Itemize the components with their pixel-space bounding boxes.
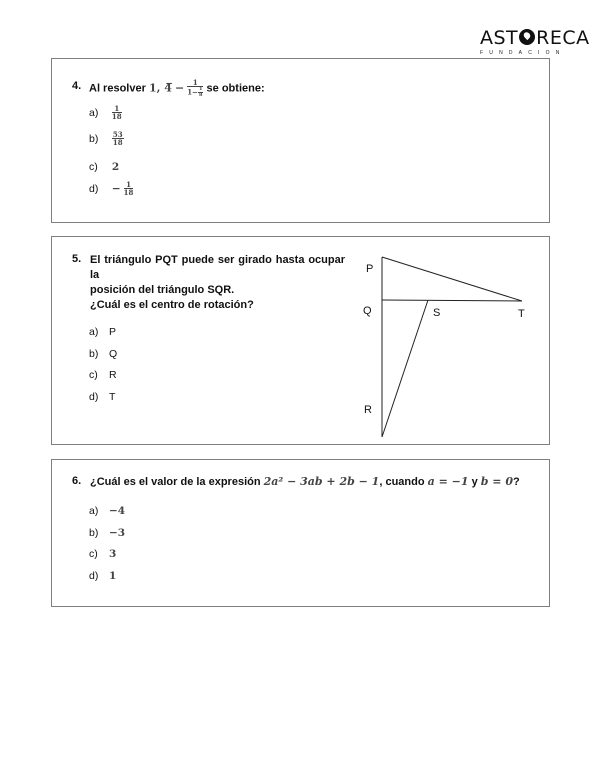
logo-heart-icon — [519, 29, 535, 45]
q4-option-a-num: 1 — [112, 105, 122, 113]
vertex-label-r: R — [364, 404, 372, 416]
q4-option-b-den: 18 — [112, 138, 123, 147]
vertex-label-p: P — [366, 263, 374, 275]
option-label: a) — [89, 106, 99, 119]
q6-option-c-value: 3 — [109, 548, 117, 560]
question-4-suffix: se obtiene: — [206, 82, 265, 95]
q5-option-b-value: Q — [109, 348, 118, 360]
q4-option-d[interactable] — [89, 181, 133, 197]
logo-subtitle: FUNDACION — [480, 50, 566, 56]
question-5-number: 5. — [72, 253, 82, 265]
q4-inner-fraction — [198, 87, 203, 98]
question-6-prefix: ¿Cuál es el valor de la expresión — [90, 476, 261, 488]
option-label: a) — [89, 505, 99, 517]
option-label: d) — [89, 182, 99, 195]
vertex-label-s: S — [433, 307, 441, 319]
astoreca-logo — [480, 27, 590, 57]
q5-option-d-value: T — [109, 391, 116, 403]
q4-option-b-fraction — [112, 131, 124, 147]
option-label: c) — [89, 369, 98, 381]
question-4-text — [89, 79, 265, 98]
question-4-number: 4. — [72, 80, 82, 92]
q5-option-a[interactable] — [89, 325, 116, 339]
option-label: a) — [89, 326, 99, 338]
q4-option-a[interactable] — [89, 105, 122, 121]
q4-expr-int: 1, 4̅ — [148, 81, 172, 95]
triangle-figure — [372, 249, 542, 439]
q4-option-a-fraction — [112, 105, 122, 121]
question-5-text — [90, 253, 345, 313]
question-4-box — [51, 58, 550, 223]
q5-option-c[interactable] — [89, 368, 117, 382]
question-5-line-1: El triángulo PQT puede ser girado hasta ocupar la — [90, 254, 345, 281]
vertex-label-t: T — [518, 308, 525, 320]
q4-option-c[interactable] — [89, 160, 119, 174]
q4-expr-num: 1 — [187, 79, 203, 87]
question-5-line-3: ¿Cuál es el centro de rotación? — [90, 299, 254, 311]
question-6-text — [90, 474, 520, 490]
q5-option-a-value: P — [109, 326, 117, 338]
q6-condition-b: b = 0 — [480, 475, 513, 488]
q4-option-d-den: 18 — [123, 188, 134, 197]
q6-expression: 2a² − 3ab + 2b − 1 — [263, 475, 380, 488]
q4-inner-num: 1 — [199, 86, 203, 92]
q4-option-c-value: 2 — [111, 161, 120, 173]
q6-mid: , cuando — [379, 476, 425, 488]
q5-option-b[interactable] — [89, 347, 117, 361]
q6-end: ? — [513, 476, 520, 488]
question-6-box — [51, 459, 550, 607]
q4-inner-den: 8 — [199, 92, 203, 98]
q6-option-b-value: −3 — [109, 527, 126, 539]
option-label: b) — [89, 132, 99, 145]
q6-option-c[interactable] — [89, 547, 116, 561]
vertex-label-q: Q — [363, 305, 372, 317]
question-5-line-2: posición del triángulo SQR. — [90, 284, 235, 296]
q4-option-d-sign: − — [111, 182, 121, 195]
logo-wordmark — [480, 27, 590, 49]
q5-option-c-value: R — [109, 369, 117, 381]
option-label: b) — [89, 527, 99, 539]
q6-option-d-value: 1 — [109, 570, 117, 582]
option-label: c) — [89, 548, 98, 560]
q6-condition-a: a = −1 — [427, 475, 469, 488]
q6-option-a-value: −4 — [109, 505, 126, 517]
q5-option-d[interactable] — [89, 390, 115, 404]
q6-and: y — [471, 476, 478, 488]
segment-pt — [382, 257, 522, 301]
question-4-prefix: Al resolver — [89, 82, 146, 95]
segment-qt — [382, 300, 522, 301]
segment-sr — [382, 300, 428, 437]
q4-expr-minus: − — [174, 81, 185, 95]
q4-option-d-fraction — [124, 181, 134, 197]
option-label: d) — [89, 391, 99, 403]
q6-option-a[interactable] — [89, 504, 125, 518]
option-label: c) — [89, 161, 98, 173]
q6-option-d[interactable] — [89, 569, 116, 583]
q4-option-d-num: 1 — [124, 181, 134, 189]
question-5-box — [51, 236, 550, 445]
q4-option-b[interactable] — [89, 131, 124, 147]
option-label: d) — [89, 570, 99, 582]
logo-text-start: AST — [480, 27, 519, 49]
q4-option-a-den: 18 — [111, 112, 122, 121]
q4-option-b-num: 53 — [112, 130, 123, 139]
question-6-number: 6. — [72, 475, 82, 487]
q6-option-b[interactable] — [89, 526, 125, 540]
option-label: b) — [89, 348, 99, 360]
logo-text-end: RECA — [536, 27, 590, 49]
q4-expr-den-prefix: 1− — [187, 87, 198, 97]
q4-expr-den — [187, 87, 203, 98]
q4-expr-fraction — [187, 79, 203, 98]
